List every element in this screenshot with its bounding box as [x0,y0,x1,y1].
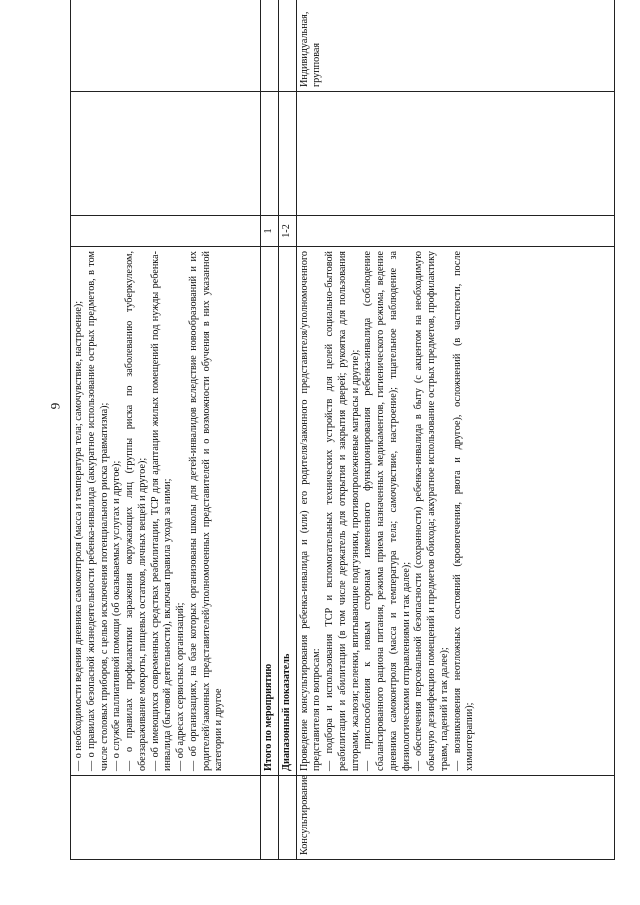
list-item: — обеспечения персональной безопасности (сохранности) ребенка-инвалида в быту (с акцентом на необходимую обычную дезинфекцию помещений и предметов обихода; аккуратное использование острых предметов, профилактику травм, падений и так далее); [413,251,450,771]
cell-empty [261,776,279,860]
list-item: — об имеющихся современных средствах реабилитации, ТСР для адаптации жилых помещений под нужды ребенка-инвалида (бытовой деятельности), включая правила ухода за ними; [149,251,174,771]
cell-empty [71,776,261,860]
list-item: — о службе паллиативной помощи (об оказываемых услугах и другое); [111,460,123,771]
range-label: Диапазонный показатель [278,247,296,776]
total-value: 1 [261,216,279,247]
page-number: 9 [47,402,63,410]
cell-empty [296,92,615,216]
range-value: 1-2 [278,216,296,247]
cell-empty [261,92,279,216]
table-row-total [261,0,279,860]
cell-items-consult [296,247,615,776]
cell-items-top [71,247,261,776]
cell-empty [278,776,296,860]
rehabilitation-table [70,0,615,860]
table-row-range [278,0,296,860]
cell-empty [71,216,261,247]
document-sheet [70,11,615,860]
total-label: Итого по мероприятию [261,247,279,776]
consult-form: Индивидуальная, групповая [296,0,615,92]
list-item: — подбора и использования ТСР и вспомогательных технических устройств для целей социально-бытовой реабилитации и абилитации (в том числе держатель для открытия и закрытия дверей; рукоятка для пользования шторами, жалюзи; пеленки, впитывающие подгузники, противопролежневые матрасы и другие); [324,251,361,771]
list-item: — об организациях, на базе которых организованы школы для детей-инвалидов вследствие новообразований и их родителей/законных представителей/уполномоченных представителей и о возможности обучения в них указанной категории и другое [187,251,225,771]
consult-intro: Проведение консультирования ребенка-инвалида и (или) его родителя/законного представителя/уполномоченного представителя по вопросам: [298,251,323,771]
cell-empty [296,216,615,247]
table-row-consult [296,0,615,860]
table-row [71,0,261,860]
list-item: — об адресах сервисных организаций; [175,602,186,771]
cell-empty [71,92,261,216]
cell-empty [278,92,296,216]
cell-empty [261,0,279,92]
rotated-table-wrapper [70,11,615,860]
cell-empty [278,0,296,92]
list-item: — о необходимости ведения дневника самоконтроля (масса и температура тела; самочувствие, настроение); [73,300,84,771]
consult-name: Консультирование [296,776,615,860]
list-item: — о правилах безопасной жизнедеятельности ребенка-инвалида (аккуратное использование острых предметов, в том числе столовых приборов, с целью исключения потенциального риска травматизма); [85,251,110,771]
cell-empty [71,0,261,92]
list-item: — о правилах профилактики заражения окружающих лиц (группы риска по заболеванию туберкулезом, обеззараживание мокроты, пищевых остатков, личных вещей и другое); [124,251,148,771]
list-item: — возникновения неотложных состояний (кровотечения, рвота и другое), осложнений (в частности, после химиотерапии); [451,251,476,771]
list-item: — приспособления к новым сторонам измененного функционирования ребенка-инвалида (соблюдение сбалансированного рациона питания, режима приема назначенных медикаментов, гигиенического режима, ведение дневника самоконтроля (масса и температура тела; самочувствие, настроение); тщательное наблюдение за физиологическими отправлениями и так далее); [362,251,412,771]
